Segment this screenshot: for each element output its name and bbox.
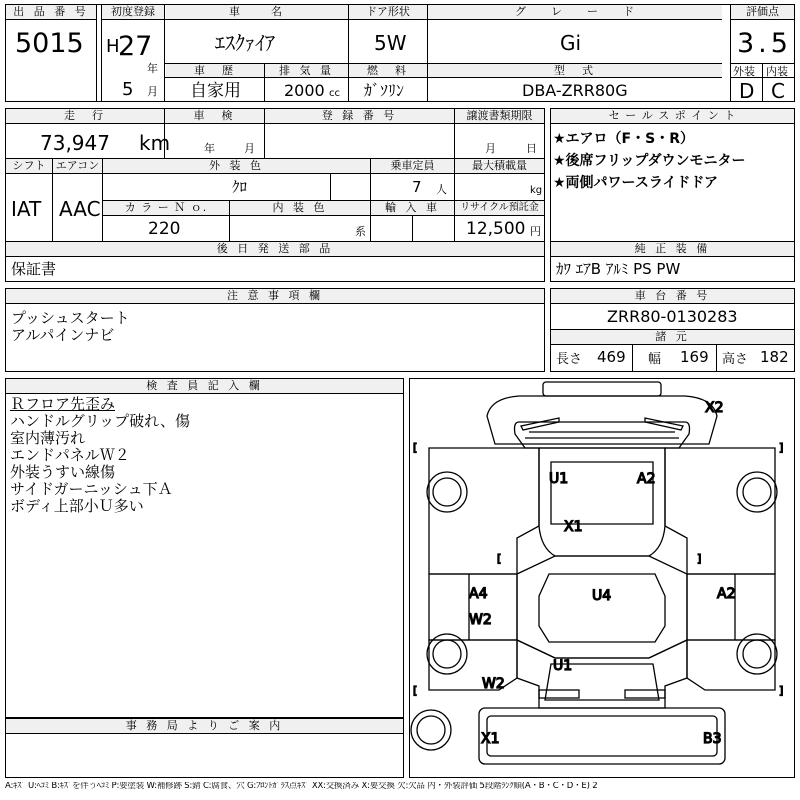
mark-u1-rear: U1: [553, 658, 573, 674]
score-value: 3.5: [737, 28, 792, 59]
mark-u1-front-left: U1: [549, 471, 569, 487]
height-value: 182: [760, 348, 789, 366]
ext-grade-label: 外装: [733, 65, 755, 78]
capacity-unit: 人: [436, 183, 447, 196]
parts-shipped-value: 保証書: [11, 260, 57, 278]
inspector-line: Ｒフロア先歪み: [10, 395, 116, 413]
rear-body-outline: [487, 396, 717, 444]
color-no-label: カ ラ ー Ｎ ｏ.: [103, 201, 229, 215]
right-front-outline: [687, 640, 775, 690]
detail-table: [5, 108, 545, 242]
cabin-outline: [517, 556, 687, 658]
transfer-day-unit: 日: [526, 142, 537, 155]
recycle-unit: 円: [530, 225, 541, 238]
first-reg-year: 27: [118, 31, 153, 62]
specs-label: 諸 元: [551, 330, 794, 344]
rear-bumper: [543, 382, 661, 396]
first-reg-year-unit: 年: [147, 62, 158, 75]
max-load-unit: kg: [530, 185, 543, 196]
length-value: 469: [597, 348, 626, 366]
lot-number: 5015: [15, 28, 84, 59]
fuel-label: 燃 料: [349, 64, 427, 78]
recycle-label: リサイクル預託金: [455, 201, 544, 215]
mark-x2-rear: X2: [705, 400, 724, 416]
displacement-value: 2000: [284, 81, 325, 100]
bracket-open: [: [413, 684, 418, 697]
roof-outline: [539, 448, 665, 556]
color-no-value: 220: [148, 219, 181, 239]
tail-lamp-right: [645, 418, 683, 430]
inspector-line: ボディ上部小Ｕ多い: [10, 497, 144, 515]
notes-line: プッシュスタート: [11, 309, 130, 327]
registration-label: 登 録 番 号: [265, 109, 454, 123]
height-label: 高さ: [722, 352, 749, 367]
grade-label: グ レ ー ド: [428, 5, 722, 19]
left-lower-outline: [429, 574, 517, 640]
mark-a2-front-right: A2: [637, 471, 656, 487]
aircon-value: AAC: [59, 197, 101, 221]
exterior-color-value: ｸﾛ: [232, 178, 248, 196]
mark-x1-bottom: X1: [481, 731, 500, 747]
first-reg-label: 初度登録: [102, 5, 164, 19]
inspection-year-unit: 年: [204, 142, 215, 155]
mark-a4-left: A4: [469, 586, 488, 602]
car-name: ｴｽｸｧｲｱ: [215, 31, 275, 55]
inspector-list: [10, 396, 190, 515]
exterior-color-label: 外 装 色: [103, 159, 370, 173]
era: H: [106, 36, 120, 57]
bracket-close: ]: [779, 441, 784, 454]
right-lower-outline: [687, 574, 775, 640]
interior-color-label: 内 装 色: [230, 201, 370, 215]
door-type: 5W: [374, 31, 407, 55]
inspector-line: 外装うすい線傷: [10, 463, 116, 481]
fuel-value: ｶﾞｿﾘﾝ: [364, 81, 405, 100]
inspector-line: ハンドルグリップ破れ、傷: [10, 412, 191, 430]
inspector-line: 室内薄汚れ: [10, 429, 86, 447]
mark-a2-right: A2: [717, 586, 736, 602]
sales-points-label: セ ー ル ス ポ イ ン ト: [551, 109, 794, 123]
length-label: 長さ: [556, 352, 583, 367]
car-name-label: 車 名: [166, 5, 348, 19]
recycle-value: 12,500: [466, 219, 526, 239]
interior-color-unit: 系: [355, 225, 366, 238]
mileage-unit: km: [139, 131, 171, 155]
mileage-value: 73,947: [40, 131, 110, 155]
notes-label: 注 意 事 項 欄: [6, 289, 544, 303]
transfer-deadline-label: 譲渡書類期限: [455, 109, 544, 123]
sales-point-item: ★後席フリップダウンモニター: [553, 153, 746, 169]
inspector-label: 検 査 員 記 入 欄: [6, 379, 403, 393]
bracket-close: ]: [697, 552, 702, 565]
grade-value: Gi: [560, 31, 582, 55]
int-grade-label: 内装: [766, 65, 788, 78]
shift-label: シフト: [6, 159, 52, 173]
max-load-label: 最大積載量: [455, 159, 544, 173]
displacement-label: 排 気 量: [265, 64, 348, 78]
lot-label: 出 品 番 号: [6, 5, 96, 19]
inspection-label: 車 検: [165, 109, 264, 123]
int-grade-value: C: [771, 79, 785, 103]
chassis-value: ZRR80-0130283: [607, 307, 738, 326]
bracket-close: ]: [779, 684, 784, 697]
mileage-label: 走 行: [6, 109, 164, 123]
notes-line: アルパインナビ: [11, 326, 115, 344]
inspection-month-unit: 月: [244, 142, 255, 155]
width-label: 幅: [648, 352, 662, 367]
model-value: DBA-ZRR80G: [522, 81, 628, 100]
bracket-open: [: [497, 552, 502, 565]
aircon-label: エアコン: [53, 159, 102, 173]
score-label: 評価点: [731, 5, 794, 19]
capacity-value: 7: [412, 178, 422, 196]
left-body-outline: [429, 448, 539, 574]
parts-shipped-label: 後 日 発 送 部 品: [6, 242, 544, 256]
chassis-label: 車 台 番 号: [551, 289, 794, 303]
legend: A:ｷｽﾞ U:ﾍｺﾐ B:ｷｽﾞを伴うﾍｺﾐ P:要塗装 W:補修跡 S:錆 C:腐食、穴 G:ﾌﾛﾝﾄｶﾞﾗｽ点ｷｽﾞ XX:交換済み X:要交換 欠:欠品 内・外装評価 5段階ﾗﾝｸ順(A・B・C・D・E) 2: [5, 782, 598, 791]
first-reg-month: 5: [122, 79, 134, 100]
mark-x1-hood: X1: [564, 519, 583, 535]
displacement-unit: cc: [329, 88, 340, 99]
genuine-equipment-value: ｶﾜ ｴｱB ｱﾙﾐ PS PW: [556, 260, 681, 278]
transfer-month-unit: 月: [485, 142, 496, 155]
history-value: 自家用: [190, 81, 241, 101]
car-damage-diagram: [409, 378, 795, 778]
capacity-label: 乗車定員: [371, 159, 454, 173]
import-car-label: 輸 入 車: [371, 201, 454, 215]
right-body-outline: [665, 448, 775, 574]
mark-w2-rear-left: W2: [482, 676, 505, 692]
inspector-line: エンドパネルＷ２: [10, 446, 130, 464]
door-label: ドア形状: [349, 5, 427, 19]
mark-b3-bottom: B3: [703, 731, 722, 747]
first-reg-month-unit: 月: [147, 85, 158, 98]
sales-points-list: [553, 128, 745, 194]
notes-list: [11, 310, 130, 344]
genuine-equipment-label: 純 正 装 備: [551, 242, 794, 256]
ext-grade-value: D: [739, 79, 755, 103]
bracket-open: [: [413, 441, 418, 454]
shift-value: IAT: [11, 197, 42, 221]
sales-point-item: ★エアロ（F・S・R）: [553, 131, 694, 147]
office-label: 事 務 局 よ り ご 案 内: [6, 719, 403, 733]
sales-point-item: ★両側パワースライドドア: [553, 175, 719, 191]
model-label: 型 式: [428, 64, 722, 78]
tail-lamp-left: [521, 418, 559, 430]
mark-w2-left: W2: [469, 612, 492, 628]
history-label: 車 歴: [166, 64, 264, 78]
mark-u4-roof: U4: [592, 588, 612, 604]
inspector-line: サイドガーニッシュ下Ａ: [10, 480, 173, 498]
width-value: 169: [680, 348, 709, 366]
